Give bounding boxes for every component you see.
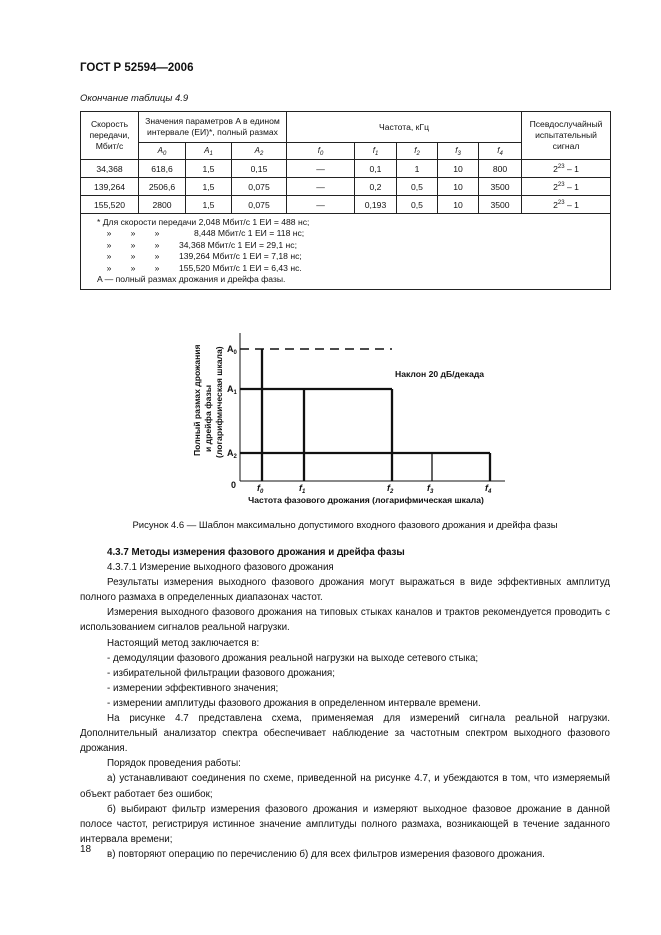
col-head-freq: Частота, кГц <box>287 112 522 143</box>
procedure-step: в) повторяют операцию по перечислению б) для всех фильтров измерения фазового дрожания. <box>107 848 545 860</box>
x-tick-f2: $f_2$ <box>387 483 394 495</box>
cell-a1: 1,5 <box>186 178 232 196</box>
section-heading: 4.3.7 Методы измерения фазового дрожания и дрейфа фазы <box>107 547 405 558</box>
cell-a0: 2506,6 <box>139 178 186 196</box>
subhead-f1: $f_1$ <box>355 143 397 160</box>
cell-f1: 0,1 <box>355 160 397 178</box>
cell-a1: 1,5 <box>186 160 232 178</box>
x-axis-label: Частота фазового дрожания (логарифмическая шкала) <box>248 495 484 505</box>
note-line: » » » 155,520 Мбит/с 1 ЕИ = 6,43 нс. <box>106 262 302 273</box>
y-tick-a0: $A_0$ <box>227 344 237 356</box>
x-tick-f4: $f_4$ <box>485 483 492 495</box>
subhead-f4: $f_4$ <box>479 143 522 160</box>
paragraph: Результаты измерения выходного фазового дрожания могут выражаться в виде эффективных амплитуд полного размаха в определенных диапазонах частот. <box>80 577 610 604</box>
list-item: - измерении амплитуды фазового дрожания в определенном интервале времени. <box>107 697 481 709</box>
cell-a0: 618,6 <box>139 160 186 178</box>
cell-rate: 34,368 <box>81 160 139 178</box>
cell-f2: 0,5 <box>397 178 438 196</box>
col-head-rate: Скорость передачи, Мбит/с <box>81 112 139 160</box>
cell-f3: 10 <box>438 160 479 178</box>
subhead-a1: $A_1$ <box>186 143 232 160</box>
cell-rate: 139,264 <box>81 178 139 196</box>
paragraph: Настоящий метод заключается в: <box>107 637 260 649</box>
list-item: - избирательной фильтрации фазового дрожания; <box>107 667 335 679</box>
document-header: ГОСТ Р 52594—2006 <box>80 62 194 74</box>
cell-f3: 10 <box>438 178 479 196</box>
note-line: A — полный размах дрожания и дрейфа фазы. <box>97 274 286 285</box>
cell-a2: 0,075 <box>232 196 287 214</box>
col-head-params: Значения параметров A в едином интервале (ЕИ)*, полный размах <box>139 112 287 143</box>
paragraph: Измерения выходного фазового дрожания на типовых стыках каналов и трактов рекомендуется проводить с использованием сигналов реальной нагрузки. <box>80 607 610 634</box>
y-tick-a2: $A_2$ <box>227 448 237 460</box>
section-body <box>80 545 610 862</box>
x-tick-f3: $f_3$ <box>427 483 434 495</box>
subhead-a0: $A_0$ <box>139 143 186 160</box>
cell-f2: 1 <box>397 160 438 178</box>
x-tick-f0: $f_0$ <box>257 483 264 495</box>
table-caption: Окончание таблицы 4.9 <box>80 93 189 104</box>
subsection-heading: 4.3.7.1 Измерение выходного фазового дрожания <box>107 562 334 574</box>
note-line: » » » 8,448 Мбит/с 1 ЕИ = 118 нс; <box>106 228 305 239</box>
procedure-step: б) выбирают фильтр измерения фазового дрожания и измеряют выходное фазовое дрожание в данной полосе частот, регистрируя истинное значение амплитуды полного размаха, возникающей в течение заданного интервала времени; <box>80 803 610 845</box>
cell-f1: 0,2 <box>355 178 397 196</box>
y-tick-a1: $A_1$ <box>227 384 237 396</box>
cell-a0: 2800 <box>139 196 186 214</box>
paragraph: Порядок проведения работы: <box>107 758 241 770</box>
slope-label: Наклон 20 дБ/декада <box>395 369 485 379</box>
cell-signal: $2^{23} - 1$ <box>522 196 611 214</box>
cell-f4: 800 <box>479 160 522 178</box>
page-number: 18 <box>80 844 92 855</box>
note-line: * Для скорости передачи 2,048 Мбит/с 1 ЕИ = 488 нс; <box>97 217 310 227</box>
cell-f0: — <box>287 196 355 214</box>
cell-f4: 3500 <box>479 196 522 214</box>
cell-a2: 0,15 <box>232 160 287 178</box>
cell-f3: 10 <box>438 196 479 214</box>
col-head-signal: Псевдослучайный испытательный сигнал <box>522 112 611 160</box>
list-item: - измерении эффективного значения; <box>107 682 279 694</box>
cell-rate: 155,520 <box>81 196 139 214</box>
origin-label: 0 <box>231 480 237 490</box>
subhead-f0: $f_0$ <box>287 143 355 160</box>
subhead-f2: $f_2$ <box>397 143 438 160</box>
cell-f2: 0,5 <box>397 196 438 214</box>
note-line: » » » 34,368 Мбит/с 1 ЕИ = 29,1 нс; <box>106 239 297 250</box>
cell-signal: $2^{23} - 1$ <box>522 178 611 196</box>
subhead-f3: $f_3$ <box>438 143 479 160</box>
cell-signal: $2^{23} - 1$ <box>522 160 611 178</box>
cell-f4: 3500 <box>479 178 522 196</box>
cell-f1: 0,193 <box>355 196 397 214</box>
cell-a2: 0,075 <box>232 178 287 196</box>
subhead-a2: $A_2$ <box>232 143 287 160</box>
y-axis-label: Полный размах дрожания <box>192 344 202 456</box>
list-item: - демодуляции фазового дрожания реальной нагрузки на выходе сетевого стыка; <box>107 652 479 664</box>
procedure-step: а) устанавливают соединения по схеме, приведенной на рисунке 4.7, и убеждаются в том, что измеряемый объект работает без ошибок; <box>80 773 610 800</box>
cell-f0: — <box>287 160 355 178</box>
figure-caption: Рисунок 4.6 — Шаблон максимально допустимого входного фазового дрожания и дрейфа фазы <box>132 520 558 531</box>
cell-a1: 1,5 <box>186 196 232 214</box>
y-axis-label: (логарифмическая шкала) <box>214 346 224 458</box>
y-axis-label: и дрейфа фазы <box>203 384 213 452</box>
cell-f0: — <box>287 178 355 196</box>
note-line: » » » 139,264 Мбит/с 1 ЕИ = 7,18 нс; <box>106 251 302 262</box>
x-tick-f1: $f_1$ <box>299 483 306 495</box>
paragraph: На рисунке 4.7 представлена схема, применяемая для измерений сигнала реальной нагрузки. Дополнительный анализатор спектра обеспечивает наблюдение за частотным спектром выходного фазового дрожания. <box>80 713 610 755</box>
